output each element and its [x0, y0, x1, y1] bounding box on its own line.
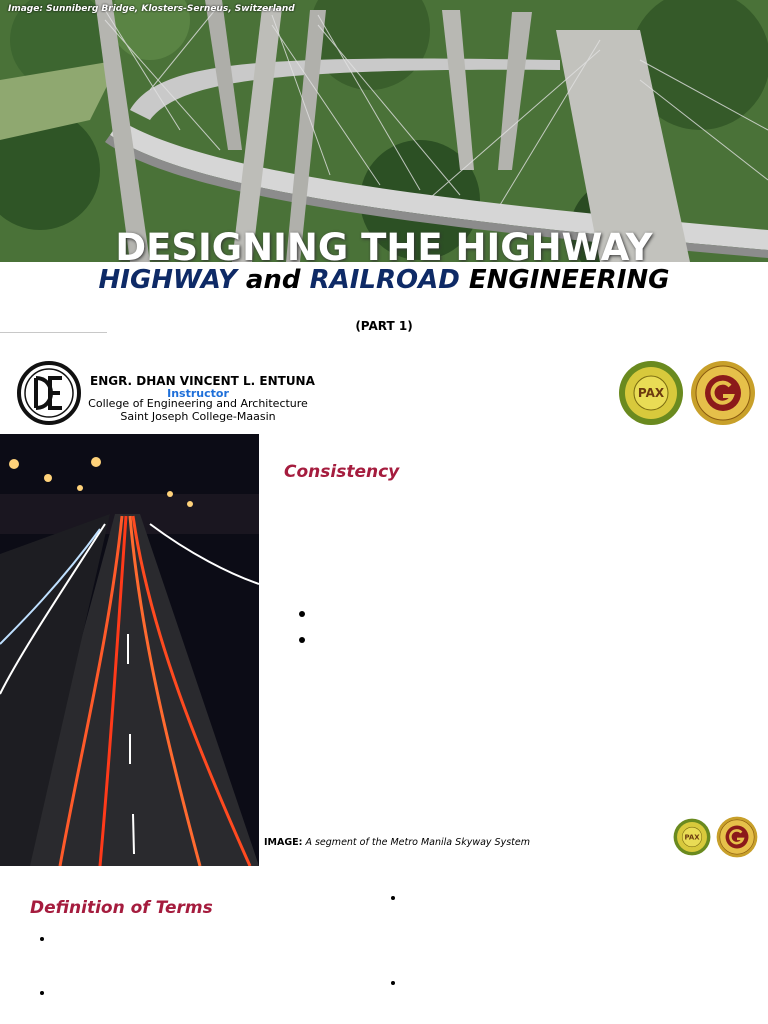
subtitle-railroad: RAILROAD [309, 265, 460, 295]
college-name: College of Engineering and Architecture [88, 397, 308, 410]
engineering-seal-small-icon [716, 816, 758, 858]
course-subtitle [0, 262, 768, 298]
school-name: Saint Joseph College-Maasin [120, 410, 276, 423]
subtitle-engineering: ENGINEERING [468, 265, 670, 295]
instructor-role: Instructor [167, 387, 229, 400]
pax-seal-small-icon [673, 818, 711, 856]
bullet-point [299, 611, 305, 617]
slide-title: DESIGNING THE HIGHWAY [115, 226, 653, 262]
engineering-seal-icon [690, 360, 756, 426]
skyway-illustration [0, 434, 259, 866]
hero-bridge-image [0, 0, 768, 262]
caption-text-1: A segment of the [305, 837, 388, 848]
bridge-illustration [0, 0, 768, 262]
part-label: (PART 1) [355, 319, 413, 333]
image-caption [264, 837, 530, 848]
bullet-point [40, 937, 44, 941]
image-credit: Image: Sunniberg Bridge, Klosters-Serneus, Switzerland [8, 4, 295, 14]
subtitle-and: and [245, 265, 301, 295]
bullet-point [40, 991, 44, 995]
seal3-text: PAX [684, 833, 700, 842]
bullet-point [299, 637, 305, 643]
bullet-point [391, 896, 395, 900]
definition-heading: Definition of Terms [30, 898, 213, 918]
caption-text-2: Metro Manila [390, 837, 453, 848]
instructor-name: ENGR. DHAN VINCENT L. ENTUNA [90, 374, 315, 388]
caption-text-3: Skyway System [455, 837, 530, 848]
consistency-heading: Consistency [284, 462, 400, 482]
subtitle-highway: HIGHWAY [98, 265, 237, 295]
bullet-point [391, 981, 395, 985]
skyway-image [0, 434, 259, 866]
pax-seal-icon [618, 360, 684, 426]
caption-label: IMAGE: [264, 837, 303, 848]
seal1-text: PAX [637, 386, 665, 400]
